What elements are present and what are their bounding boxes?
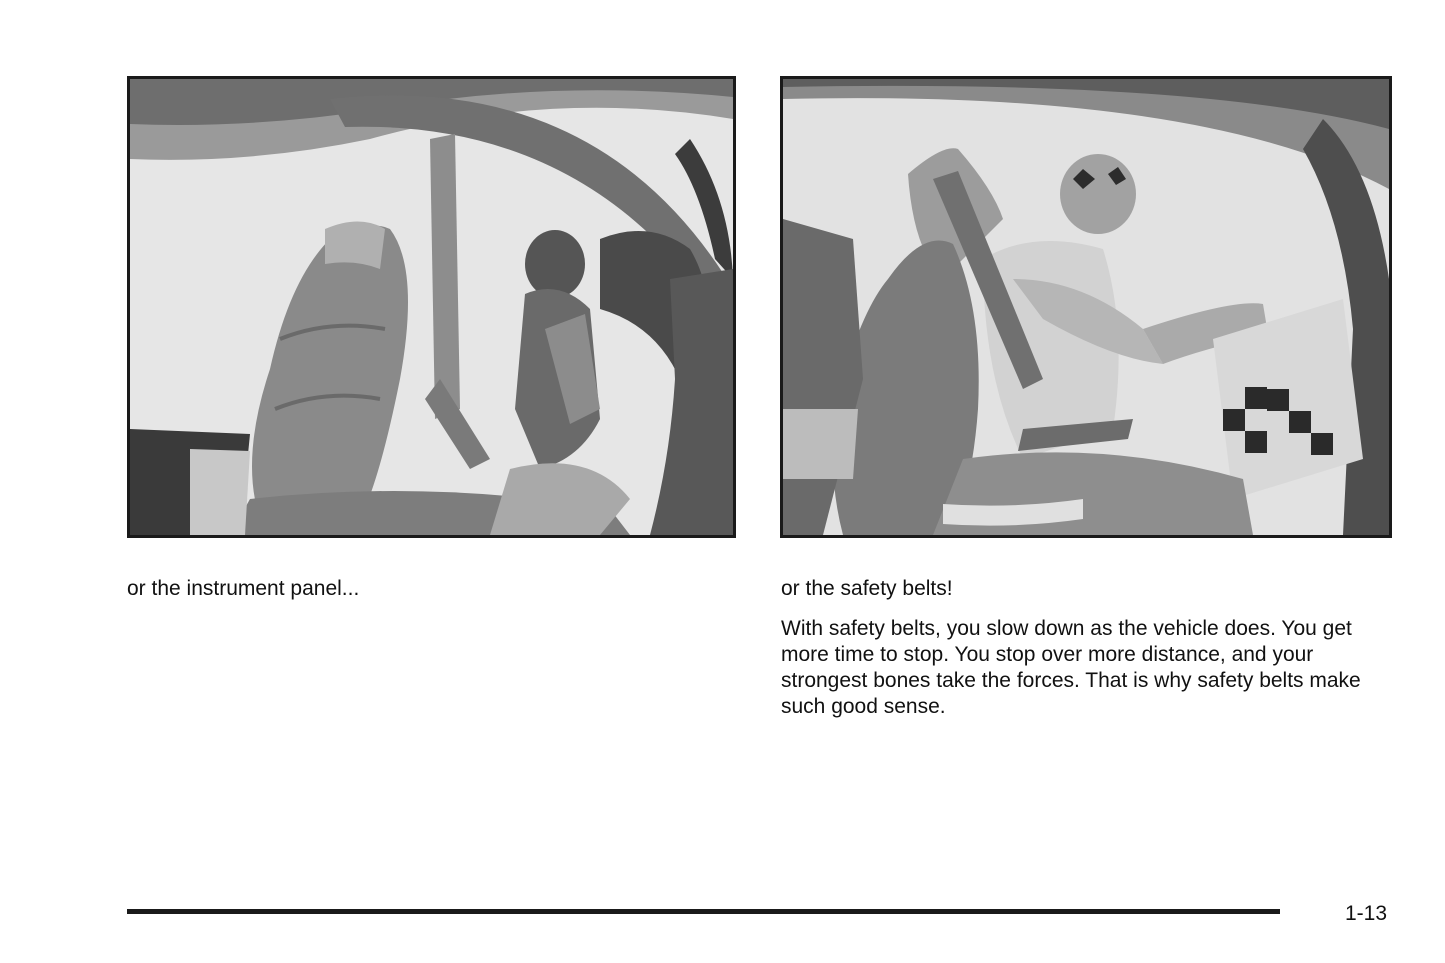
caption-instrument-panel: or the instrument panel... — [127, 577, 360, 600]
page-number: 1-13 — [1345, 902, 1388, 925]
photo-instrument-panel-graphic — [130, 79, 733, 535]
crash-test-photo-safety-belts — [780, 76, 1392, 538]
footer-rule — [127, 909, 1280, 914]
photo-safety-belts-graphic — [783, 79, 1389, 535]
caption-safety-belts: or the safety belts! — [781, 577, 953, 600]
body-paragraph: With safety belts, you slow down as the vehicle does. You get more time to stop. You stop over more distance, and your strongest bones take the forces. That is why safety belts make such good sense. — [781, 617, 1361, 718]
crash-test-photo-instrument-panel — [127, 76, 736, 538]
